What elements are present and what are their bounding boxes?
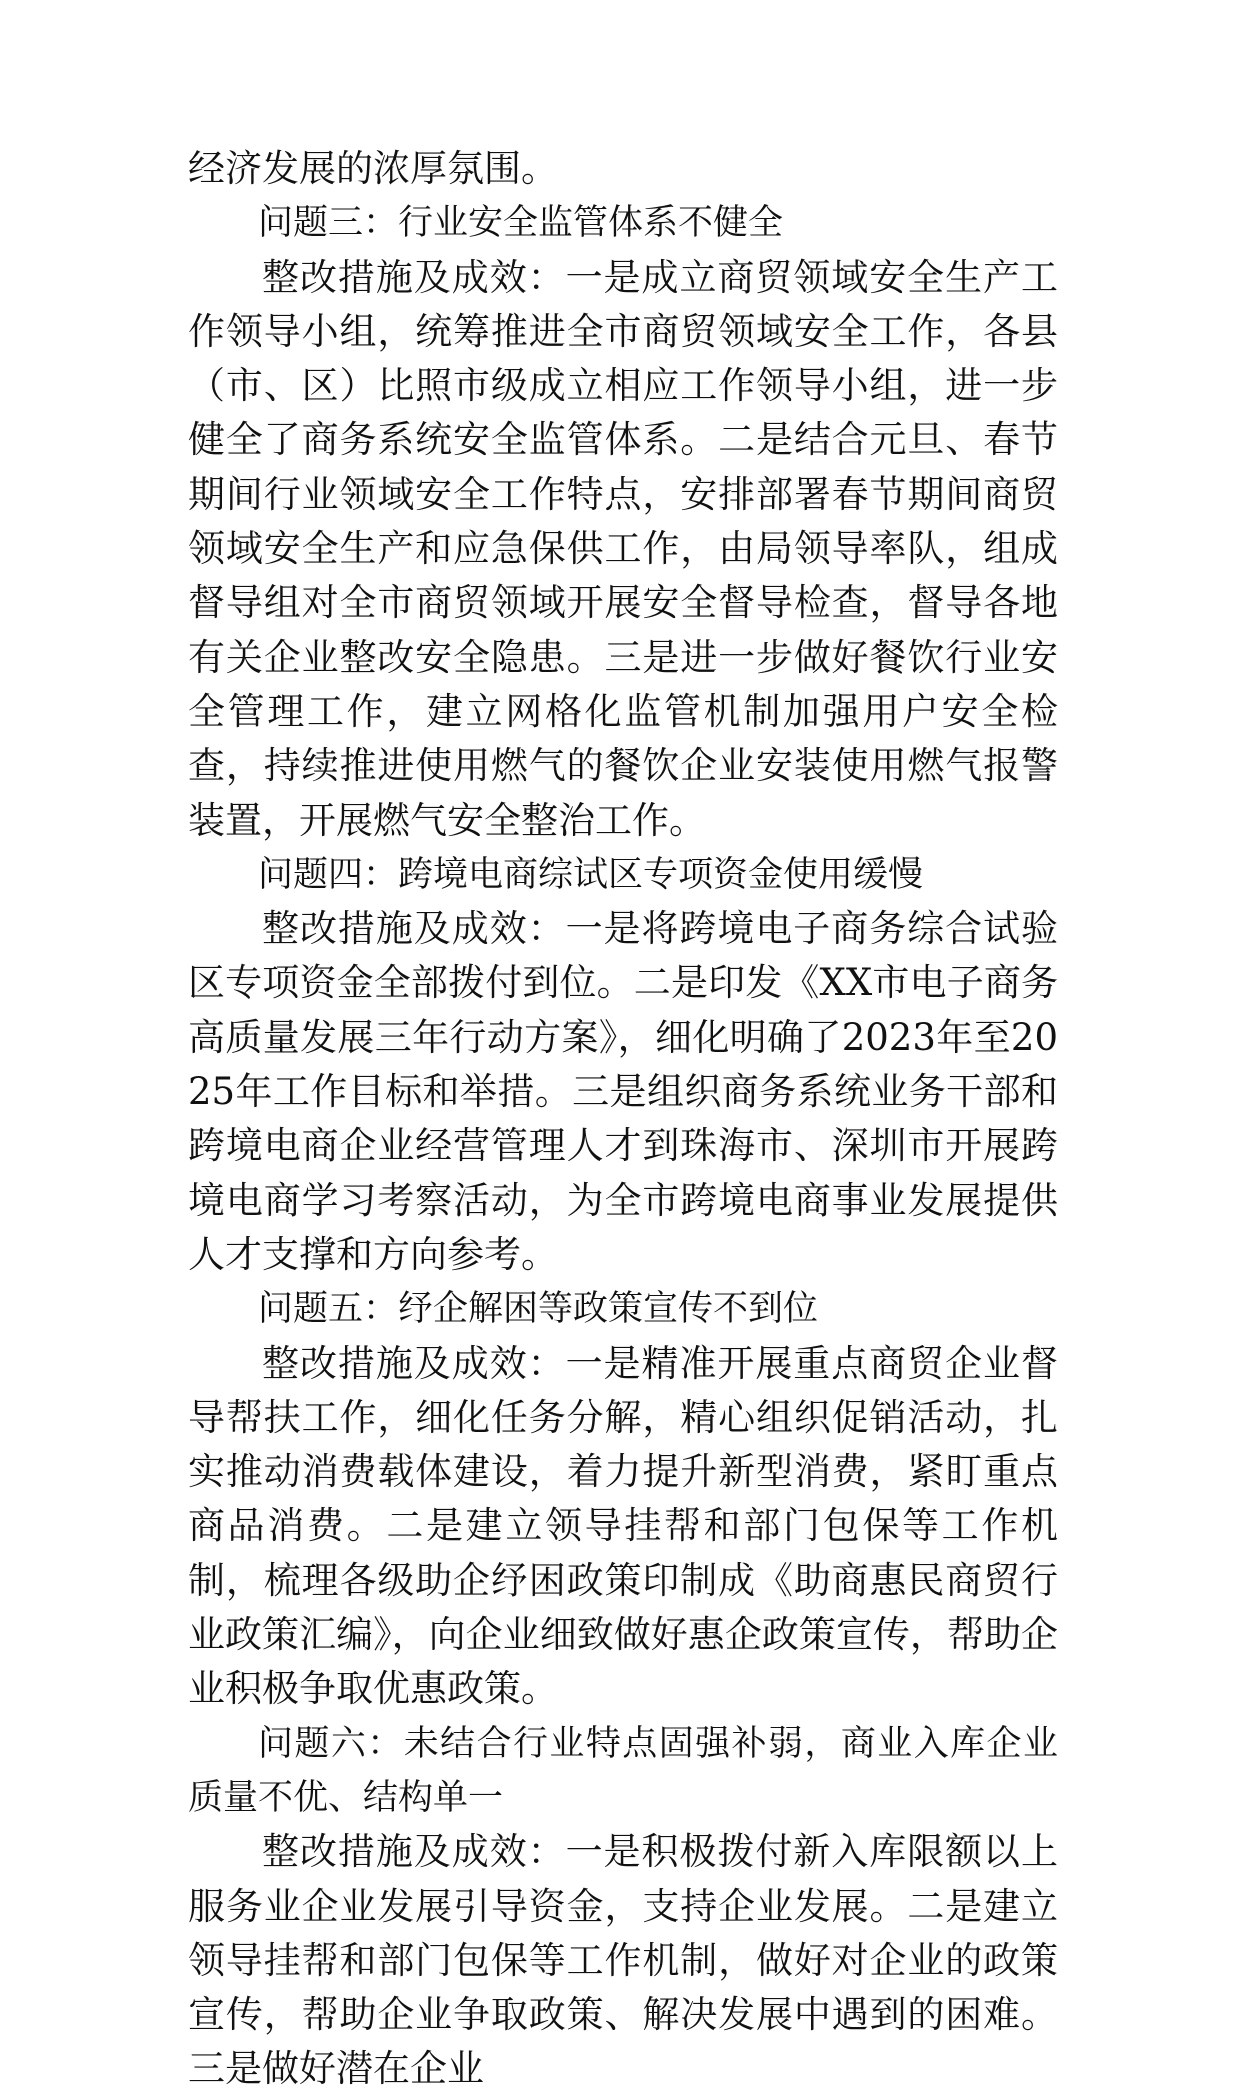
section-heading-problem-4: 问题四：跨境电商综试区专项资金使用缓慢	[258, 854, 924, 895]
section-heading-problem-3: 问题三：行业安全监管体系不健全	[258, 203, 784, 244]
paragraph-measures-5: 整改措施及成效：一是精准开展重点商贸企业督导帮扶工作，细化任务分解，精心组织促销活动，扎实推动消费载体建设，着力提升新型消费，紧盯重点商品消费。二是建立领导挂帮和部门包保等工作机制，梳理各级助企纾困政策印制成《助商惠民商贸行业政策汇编》，向企业细致做好惠企政策宣传，帮助企业积极争取优惠政策。	[188, 1341, 1058, 1711]
paragraph-measures-3: 整改措施及成效：一是成立商贸领域安全生产工作领导小组，统筹推进全市商贸领域安全工作，各县（市、区）比照市级成立相应工作领导小组，进一步健全了商务系统安全监管体系。二是结合元旦、春节期间行业领域安全工作特点，安排部署春节期间商贸领域安全生产和应急保供工作，由局领导率队，组成督导组对全市商贸领域开展安全督导检查，督导各地有关企业整改安全隐患。三是进一步做好餐饮行业安全管理工作，建立网格化监管机制加强用户安全检查，持续推进使用燃气的餐饮企业安装使用燃气报警装置，开展燃气安全整治工作。	[188, 255, 1058, 842]
section-heading-problem-6: 问题六：未结合行业特点固强补弱，商业入库企业质量不优、结构单一	[188, 1723, 1058, 1818]
paragraph-measures-4: 整改措施及成效：一是将跨境电子商务综合试验区专项资金全部拨付到位。二是印发《XX市电子商务高质量发展三年行动方案》，细化明确了2023年至2025年工作目标和举措。三是组织商务系统业务干部和跨境电商企业经营管理人才到珠海市、深圳市开展跨境电商学习考察活动，为全市跨境电商事业发展提供人才支撑和方向参考。	[188, 907, 1058, 1276]
paragraph-continuation: 经济发展的浓厚氛围。	[188, 147, 558, 190]
paragraph-measures-6: 整改措施及成效：一是积极拨付新入库限额以上服务业企业发展引导资金，支持企业发展。二是建立领导挂帮和部门包保等工作机制，做好对企业的政策宣传，帮助企业争取政策、解决发展中遇到的困难。三是做好潜在企业	[188, 1830, 1058, 2091]
section-heading-problem-5: 问题五：纾企解困等政策宣传不到位	[258, 1289, 819, 1330]
document-page	[188, 142, 1058, 2097]
